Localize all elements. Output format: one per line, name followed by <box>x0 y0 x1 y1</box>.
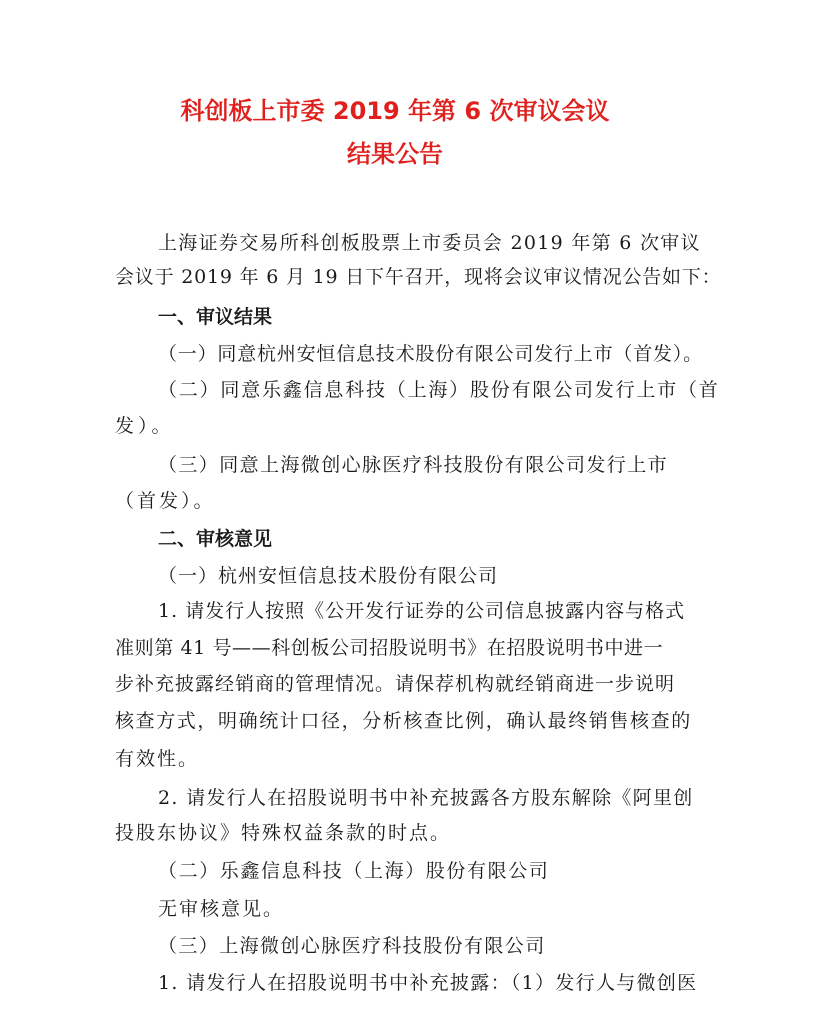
result-item-continuation: （首发）。 <box>115 490 216 512</box>
intro-paragraph-line: 会议于 2019 年 6 月 19 日下午召开，现将会议审议情况公告如下： <box>115 266 722 288</box>
company-subheading: （一）杭州安恒信息技术股份有限公司 <box>158 565 499 587</box>
opinion-paragraph-line: 投股东协议》特殊权益条款的时点。 <box>115 822 452 844</box>
result-item: （一）同意杭州安恒信息技术股份有限公司发行上市（首发）。 <box>158 343 703 365</box>
section-heading-results: 一、审议结果 <box>158 306 273 328</box>
opinion-paragraph-line: 无审核意见。 <box>158 898 285 920</box>
opinion-paragraph-line: 1. 请发行人在招股说明书中补充披露：（1）发行人与微创医 <box>158 972 698 994</box>
result-item-continuation: 发）。 <box>115 415 175 437</box>
company-subheading: （二）乐鑫信息科技（上海）股份有限公司 <box>158 860 550 882</box>
result-item: （三）同意上海微创心脉医疗科技股份有限公司发行上市 <box>158 454 669 476</box>
result-item: （二）同意乐鑫信息科技（上海）股份有限公司发行上市（首 <box>158 379 720 401</box>
section-heading-opinions: 二、审核意见 <box>158 528 273 550</box>
opinion-paragraph-line: 步补充披露经销商的管理情况。请保荐机构就经销商进一步说明 <box>115 673 676 695</box>
announcement-title: 科创板上市委 2019 年第 6 次审议会议 <box>180 97 610 125</box>
opinion-paragraph-line: 1. 请发行人按照《公开发行证券的公司信息披露内容与格式 <box>158 600 686 622</box>
opinion-paragraph-line: 2. 请发行人在招股说明书中补充披露各方股东解除《阿里创 <box>158 787 694 809</box>
announcement-subtitle: 结果公告 <box>347 140 443 168</box>
intro-paragraph-line: 上海证券交易所科创板股票上市委员会 2019 年第 6 次审议 <box>158 232 701 254</box>
opinion-paragraph-line: 有效性。 <box>115 748 200 770</box>
company-subheading: （三）上海微创心脉医疗科技股份有限公司 <box>158 935 546 957</box>
opinion-paragraph-line: 准则第 41 号——科创板公司招股说明书》在招股说明书中进一 <box>115 637 664 659</box>
opinion-paragraph-line: 核查方式，明确统计口径，分析核查比例，确认最终销售核查的 <box>115 710 692 732</box>
